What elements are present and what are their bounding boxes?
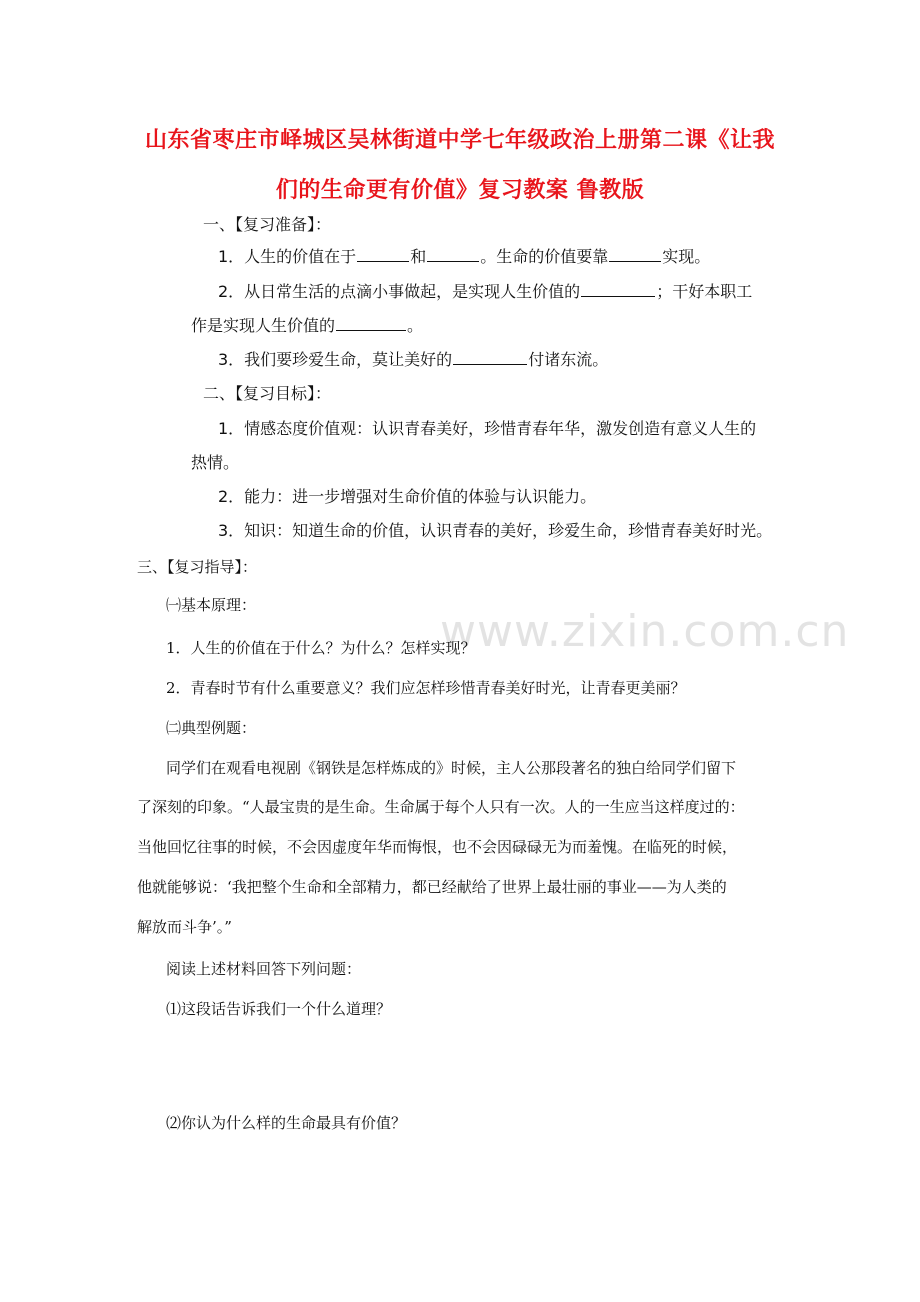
principle-question-2: 2．青春时节有什么重要意义？我们应怎样珍惜青春美好时光，让青春更美丽？ [166, 679, 686, 697]
question-3 [218, 347, 608, 370]
reading-prompt: 阅读上述材料回答下列问题： [166, 960, 362, 978]
question-3-part-b: 付诸东流。 [528, 350, 609, 369]
subheading-typical-example: ㈡典型例题： [166, 719, 257, 737]
question-1-part-d: 实现。 [662, 247, 711, 266]
section-heading-review-prep: 一、【复习准备】： [203, 215, 332, 234]
example-paragraph-line-1: 同学们在观看电视剧《钢铁是怎样炼成的》时候，主人公那段著名的独白给同学们留下 [166, 759, 737, 777]
question-2-line-2 [191, 313, 423, 336]
question-1-part-b: 和 [410, 247, 427, 266]
question-2-part-b: ；干好本职工 [656, 282, 753, 301]
goal-1-line-2: 热情。 [191, 453, 240, 472]
document-title-line-1: 山东省枣庄市峄城区吴林街道中学七年级政治上册第二课《让我 [144, 128, 775, 153]
question-1 [218, 244, 710, 267]
example-paragraph-line-3: 当他回忆往事的时候，不会因虚度年华而悔恨，也不会因碌碌无为而羞愧。在临死的时候， [137, 838, 738, 856]
answer-blank[interactable] [427, 247, 479, 262]
answer-blank[interactable] [336, 316, 406, 331]
example-question-2: ⑵你认为什么样的生命最具有价值？ [166, 1114, 407, 1132]
answer-blank[interactable] [453, 350, 527, 365]
question-2-part-d: 。 [407, 316, 424, 335]
question-2-line-1 [218, 279, 752, 302]
watermark: www.zixin.com.cn [440, 606, 850, 657]
goal-1-line-1: 1．情感态度价值观：认识青春美好，珍惜青春年华，激发创造有意义人生的 [218, 419, 757, 438]
goal-2: 2．能力：进一步增强对生命价值的体验与认识能力。 [218, 487, 597, 506]
section-heading-review-guidance: 三、【复习指导】： [137, 558, 258, 576]
example-paragraph-line-2: 了深刻的印象。“人最宝贵的是生命。生命属于每个人只有一次。人的一生应当这样度过的： [137, 798, 745, 816]
answer-blank[interactable] [609, 247, 661, 262]
example-paragraph-line-5: 解放而斗争’。” [137, 918, 232, 936]
section-heading-review-goals: 二、【复习目标】： [203, 384, 332, 403]
example-paragraph-line-4: 他就能够说：‘我把整个生命和全部精力，都已经献给了世界上最壮丽的事业——为人类的 [137, 878, 727, 896]
answer-blank[interactable] [357, 247, 409, 262]
goal-3: 3．知识：知道生命的价值，认识青春的美好，珍爱生命，珍惜青春美好时光。 [218, 521, 773, 540]
principle-question-1: 1．人生的价值在于什么？为什么？怎样实现？ [166, 639, 476, 657]
document-title-line-2: 们的生命更有价值》复习教案 鲁教版 [275, 178, 645, 203]
question-2-part-a: 2．从日常生活的点滴小事做起，是实现人生价值的 [218, 282, 581, 301]
subheading-basic-principles: ㈠基本原理： [166, 596, 257, 614]
example-question-1: ⑴这段话告诉我们一个什么道理？ [166, 1000, 392, 1018]
question-3-part-a: 3．我们要珍爱生命，莫让美好的 [218, 350, 453, 369]
question-1-part-a: 1．人生的价值在于 [218, 247, 357, 266]
question-1-part-c: 。生命的价值要靠 [480, 247, 609, 266]
question-2-part-c: 作是实现人生价值的 [191, 316, 336, 335]
answer-blank[interactable] [581, 282, 655, 297]
